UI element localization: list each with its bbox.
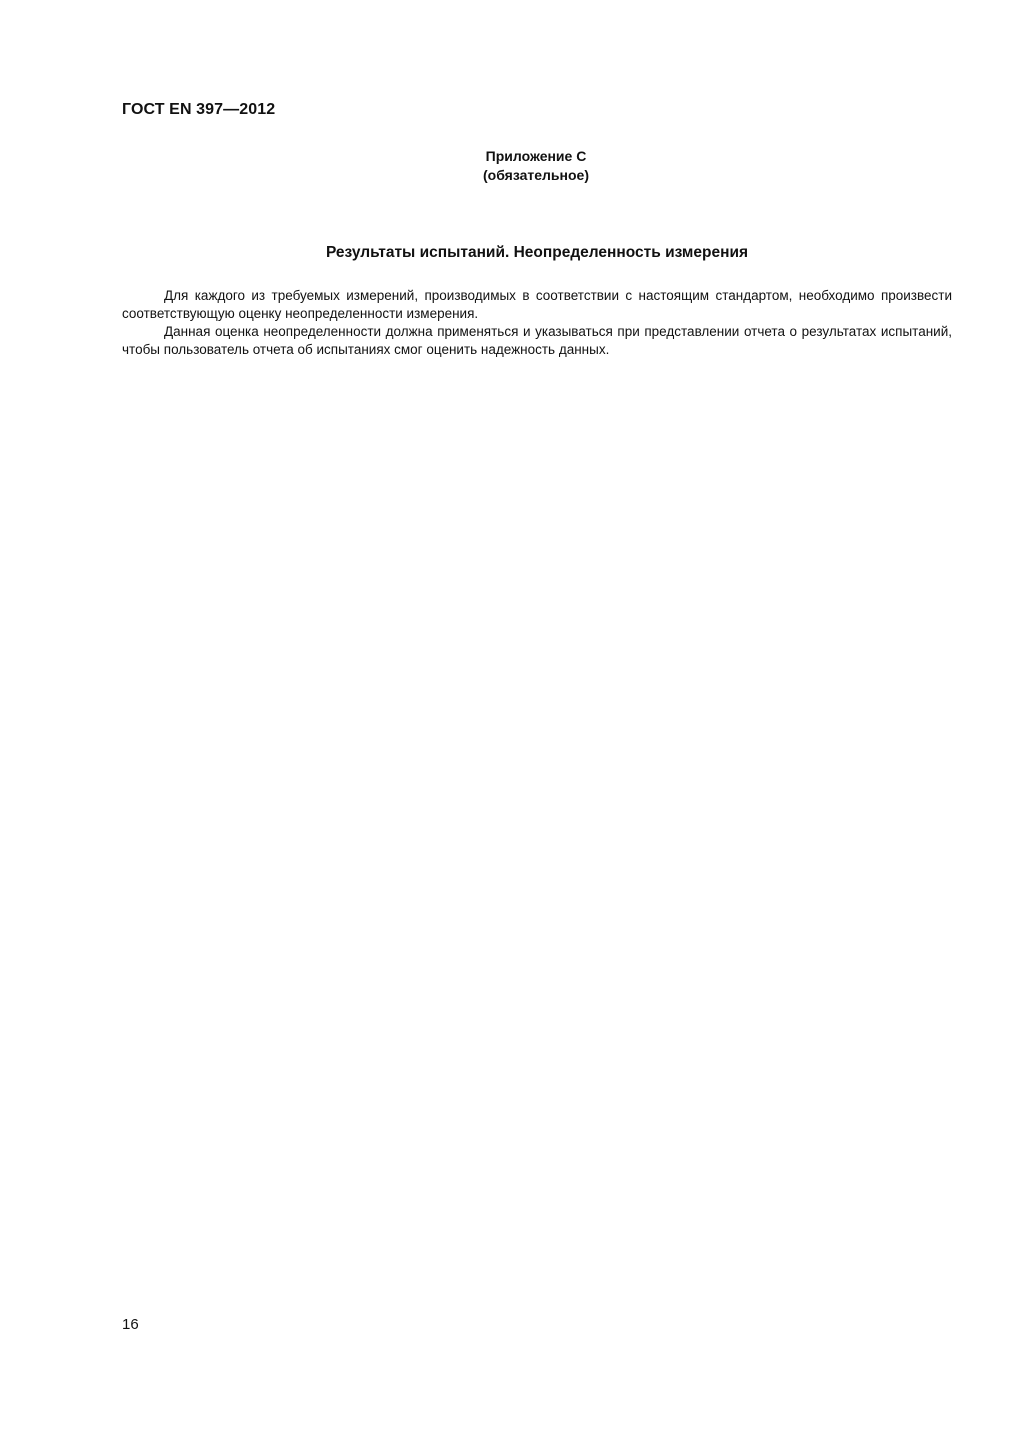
- appendix-status: (обязательное): [482, 167, 589, 183]
- paragraph: Для каждого из требуемых измерений, производимых в соответствии с настоящим стандартом, необходимо произвести соответствующую оценку неопределенности измерения.: [122, 288, 952, 321]
- appendix-label: Приложение С: [485, 148, 587, 164]
- page-number: 16: [122, 1316, 139, 1333]
- section-title: Результаты испытаний. Неопределенность измерения: [325, 244, 749, 261]
- section-body: [122, 287, 952, 359]
- paragraph: Данная оценка неопределенности должна применяться и указываться при представлении отчета о результатах испытаний, чтобы пользователь отчета об испытаниях смог оценить надежность данных.: [122, 324, 952, 357]
- document-code: ГОСТ EN 397—2012: [122, 101, 276, 118]
- appendix-heading: [386, 147, 686, 185]
